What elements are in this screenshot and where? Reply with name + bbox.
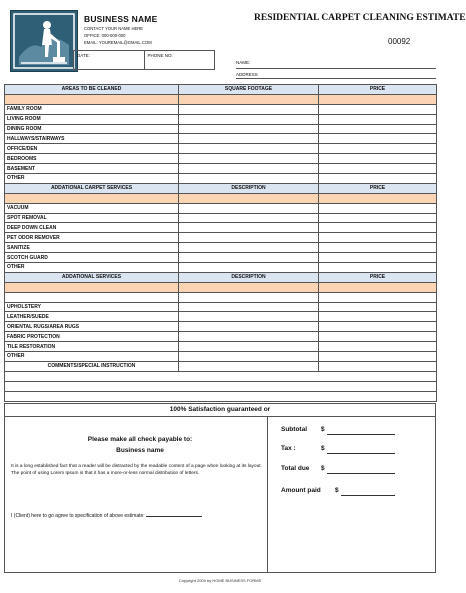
comment-line-row xyxy=(5,391,437,401)
table-row xyxy=(5,342,437,352)
item-label: FAMILY ROOM xyxy=(5,104,179,114)
estimate-number: 00092 xyxy=(388,37,411,46)
business-logo xyxy=(10,10,78,72)
detail-cell[interactable] xyxy=(179,213,319,223)
blank-row xyxy=(5,292,437,302)
column-header: AREAS TO BE CLEANED xyxy=(5,85,179,95)
column-header: PRICE xyxy=(319,272,437,282)
table-row xyxy=(5,302,437,312)
detail-cell[interactable] xyxy=(179,352,319,362)
detail-cell[interactable] xyxy=(179,263,319,273)
blank-cell[interactable] xyxy=(179,361,319,371)
detail-cell[interactable] xyxy=(179,144,319,154)
name-label: NAME: xyxy=(236,60,251,65)
item-label: OTHER xyxy=(5,352,179,362)
item-label: LEATHER/SUEDE xyxy=(5,312,179,322)
column-header: ADDATIONAL CARPET SERVICES xyxy=(5,183,179,193)
client-agreement-label: I (Client) here to go agree to specification of above estimate: xyxy=(11,513,145,519)
column-header: PRICE xyxy=(319,183,437,193)
date-field[interactable]: DATE: xyxy=(74,51,145,69)
item-label: OTHER xyxy=(5,174,179,184)
client-agreement xyxy=(11,511,202,519)
business-name: BUSINESS NAME xyxy=(84,14,158,24)
signature-line[interactable] xyxy=(146,511,202,517)
section-header-row xyxy=(5,183,437,193)
item-label: DINING ROOM xyxy=(5,124,179,134)
table-row xyxy=(5,134,437,144)
terms-text: It is a long established fact that a reader will be distracted by the readable content of a page when looking at its layout. The point of using Lorem Ipsum is that it has a more-or-less normal distribution of letters. xyxy=(11,464,262,476)
blank-cell[interactable] xyxy=(5,282,179,292)
detail-cell[interactable] xyxy=(179,302,319,312)
table-row xyxy=(5,114,437,124)
price-cell[interactable] xyxy=(319,134,437,144)
table-row xyxy=(5,263,437,273)
address-label: ADDRESS xyxy=(236,72,258,77)
page-title: RESIDENTIAL CARPET CLEANING ESTIMATE xyxy=(254,13,466,23)
table-row xyxy=(5,332,437,342)
item-label: TILE RESTORATION xyxy=(5,342,179,352)
item-label: FABRIC PROTECTION xyxy=(5,332,179,342)
table-row xyxy=(5,253,437,263)
price-cell[interactable] xyxy=(319,154,437,164)
blank-cell[interactable] xyxy=(5,94,179,104)
column-header: SQUARE FOOTAGE xyxy=(179,85,319,95)
price-cell[interactable] xyxy=(319,332,437,342)
amount-paid-label: Amount paid xyxy=(281,487,321,494)
copyright: Copyright 2009 by HOME BUSINESS FORMS xyxy=(178,578,262,583)
subtotal-field[interactable] xyxy=(327,434,395,435)
blank-cell[interactable] xyxy=(179,94,319,104)
item-label: SANITIZE xyxy=(5,243,179,253)
item-label: VACUUM xyxy=(5,203,179,213)
detail-cell[interactable] xyxy=(179,233,319,243)
item-label: SCOTCH GUARD xyxy=(5,253,179,263)
item-label: DEEP DOWN CLEAN xyxy=(5,223,179,233)
price-cell[interactable] xyxy=(319,233,437,243)
price-cell[interactable] xyxy=(319,174,437,184)
blank-cell[interactable] xyxy=(319,361,437,371)
detail-cell[interactable] xyxy=(179,104,319,114)
blank-row xyxy=(5,282,437,292)
column-header: PRICE xyxy=(319,85,437,95)
detail-cell[interactable] xyxy=(179,243,319,253)
item-label: BASEMENT xyxy=(5,164,179,174)
price-cell[interactable] xyxy=(319,124,437,134)
column-header: DESCRIPTION xyxy=(179,272,319,282)
table-row xyxy=(5,154,437,164)
blank-cell[interactable] xyxy=(5,292,179,302)
price-cell[interactable] xyxy=(319,243,437,253)
column-header: DESCRIPTION xyxy=(179,183,319,193)
divider xyxy=(267,416,268,572)
item-label: PET ODOR REMOVER xyxy=(5,233,179,243)
price-cell[interactable] xyxy=(319,104,437,114)
comment-line[interactable] xyxy=(5,391,437,401)
payable-instruction: Please make all check payable to: xyxy=(87,436,193,443)
blank-cell[interactable] xyxy=(319,193,437,203)
comment-line[interactable] xyxy=(5,381,437,391)
item-label: BEDROOMS xyxy=(5,154,179,164)
detail-cell[interactable] xyxy=(179,124,319,134)
detail-cell[interactable] xyxy=(179,164,319,174)
email-line: EMAIL: YOUREMAIL@GMAIL.COM xyxy=(84,40,152,45)
item-label: ORIENTAL RUGS/AREA RUGS xyxy=(5,322,179,332)
phone-field[interactable]: PHONE NO: xyxy=(147,53,173,58)
blank-cell[interactable] xyxy=(179,292,319,302)
blank-cell[interactable] xyxy=(5,193,179,203)
total-due-currency: $ xyxy=(321,465,325,472)
table-row xyxy=(5,243,437,253)
blank-row xyxy=(5,94,437,104)
price-cell[interactable] xyxy=(319,114,437,124)
price-cell[interactable] xyxy=(319,144,437,154)
price-cell[interactable] xyxy=(319,164,437,174)
table-row xyxy=(5,322,437,332)
table-row xyxy=(5,104,437,114)
amount-paid-currency: $ xyxy=(335,487,339,494)
contact-line: CONTACT YOUR NAME HERE xyxy=(84,26,144,31)
estimate-table xyxy=(4,84,437,402)
tax-label: Tax : xyxy=(281,445,296,452)
comment-line[interactable] xyxy=(5,371,437,381)
satisfaction-guarantee: 100% Satisfaction guaranteed or xyxy=(5,404,435,417)
item-label: OFFICE/DEN xyxy=(5,144,179,154)
detail-cell[interactable] xyxy=(179,134,319,144)
table-row xyxy=(5,223,437,233)
price-cell[interactable] xyxy=(319,213,437,223)
table-row xyxy=(5,352,437,362)
table-row xyxy=(5,312,437,322)
blank-cell[interactable] xyxy=(179,193,319,203)
blank-row xyxy=(5,193,437,203)
detail-cell[interactable] xyxy=(179,342,319,352)
amount-paid-field[interactable] xyxy=(341,495,395,496)
item-label: OTHER xyxy=(5,263,179,273)
comment-line-row xyxy=(5,381,437,391)
table-row xyxy=(5,144,437,154)
table-row xyxy=(5,203,437,213)
price-cell[interactable] xyxy=(319,302,437,312)
price-cell[interactable] xyxy=(319,253,437,263)
office-line: OFFICE: 000-000-000 xyxy=(84,33,126,38)
name-line[interactable] xyxy=(236,68,436,69)
detail-cell[interactable] xyxy=(179,322,319,332)
table-row xyxy=(5,164,437,174)
price-cell[interactable] xyxy=(319,203,437,213)
comments-label: COMMENTS/SPECIAL INSTRUCTION xyxy=(5,361,179,371)
item-label: UPHOLSTERY xyxy=(5,302,179,312)
price-cell[interactable] xyxy=(319,342,437,352)
item-label: LIVING ROOM xyxy=(5,114,179,124)
section-header-row xyxy=(5,85,437,95)
date-phone-box xyxy=(73,50,215,70)
item-label: SPOT REMOVAL xyxy=(5,213,179,223)
table-row xyxy=(5,174,437,184)
detail-cell[interactable] xyxy=(179,253,319,263)
total-due-field[interactable] xyxy=(327,473,395,474)
section-header-row xyxy=(5,272,437,282)
detail-cell[interactable] xyxy=(179,174,319,184)
table-row xyxy=(5,213,437,223)
price-cell[interactable] xyxy=(319,352,437,362)
subtotal-label: Subtotal xyxy=(281,426,307,433)
tax-currency: $ xyxy=(321,445,325,452)
detail-cell[interactable] xyxy=(179,114,319,124)
detail-cell[interactable] xyxy=(179,203,319,213)
blank-cell[interactable] xyxy=(319,282,437,292)
detail-cell[interactable] xyxy=(179,223,319,233)
payable-name: Business name xyxy=(116,447,164,454)
blank-cell[interactable] xyxy=(319,94,437,104)
tax-field[interactable] xyxy=(327,453,395,454)
subtotal-currency: $ xyxy=(321,426,325,433)
detail-cell[interactable] xyxy=(179,312,319,322)
table-row xyxy=(5,124,437,134)
carpet-cleaner-logo-icon xyxy=(11,11,77,71)
blank-cell[interactable] xyxy=(319,292,437,302)
totals-section xyxy=(4,403,436,573)
detail-cell[interactable] xyxy=(179,154,319,164)
item-label: HALLWAYS/STAIRWAYS xyxy=(5,134,179,144)
blank-cell[interactable] xyxy=(179,282,319,292)
address-line[interactable] xyxy=(236,78,436,79)
price-cell[interactable] xyxy=(319,223,437,233)
total-due-label: Total due xyxy=(281,465,310,472)
column-header: ADDATIONAL SERVICES xyxy=(5,272,179,282)
price-cell[interactable] xyxy=(319,312,437,322)
detail-cell[interactable] xyxy=(179,332,319,342)
price-cell[interactable] xyxy=(319,322,437,332)
price-cell[interactable] xyxy=(319,263,437,273)
comments-row xyxy=(5,361,437,371)
comment-line-row xyxy=(5,371,437,381)
table-row xyxy=(5,233,437,243)
